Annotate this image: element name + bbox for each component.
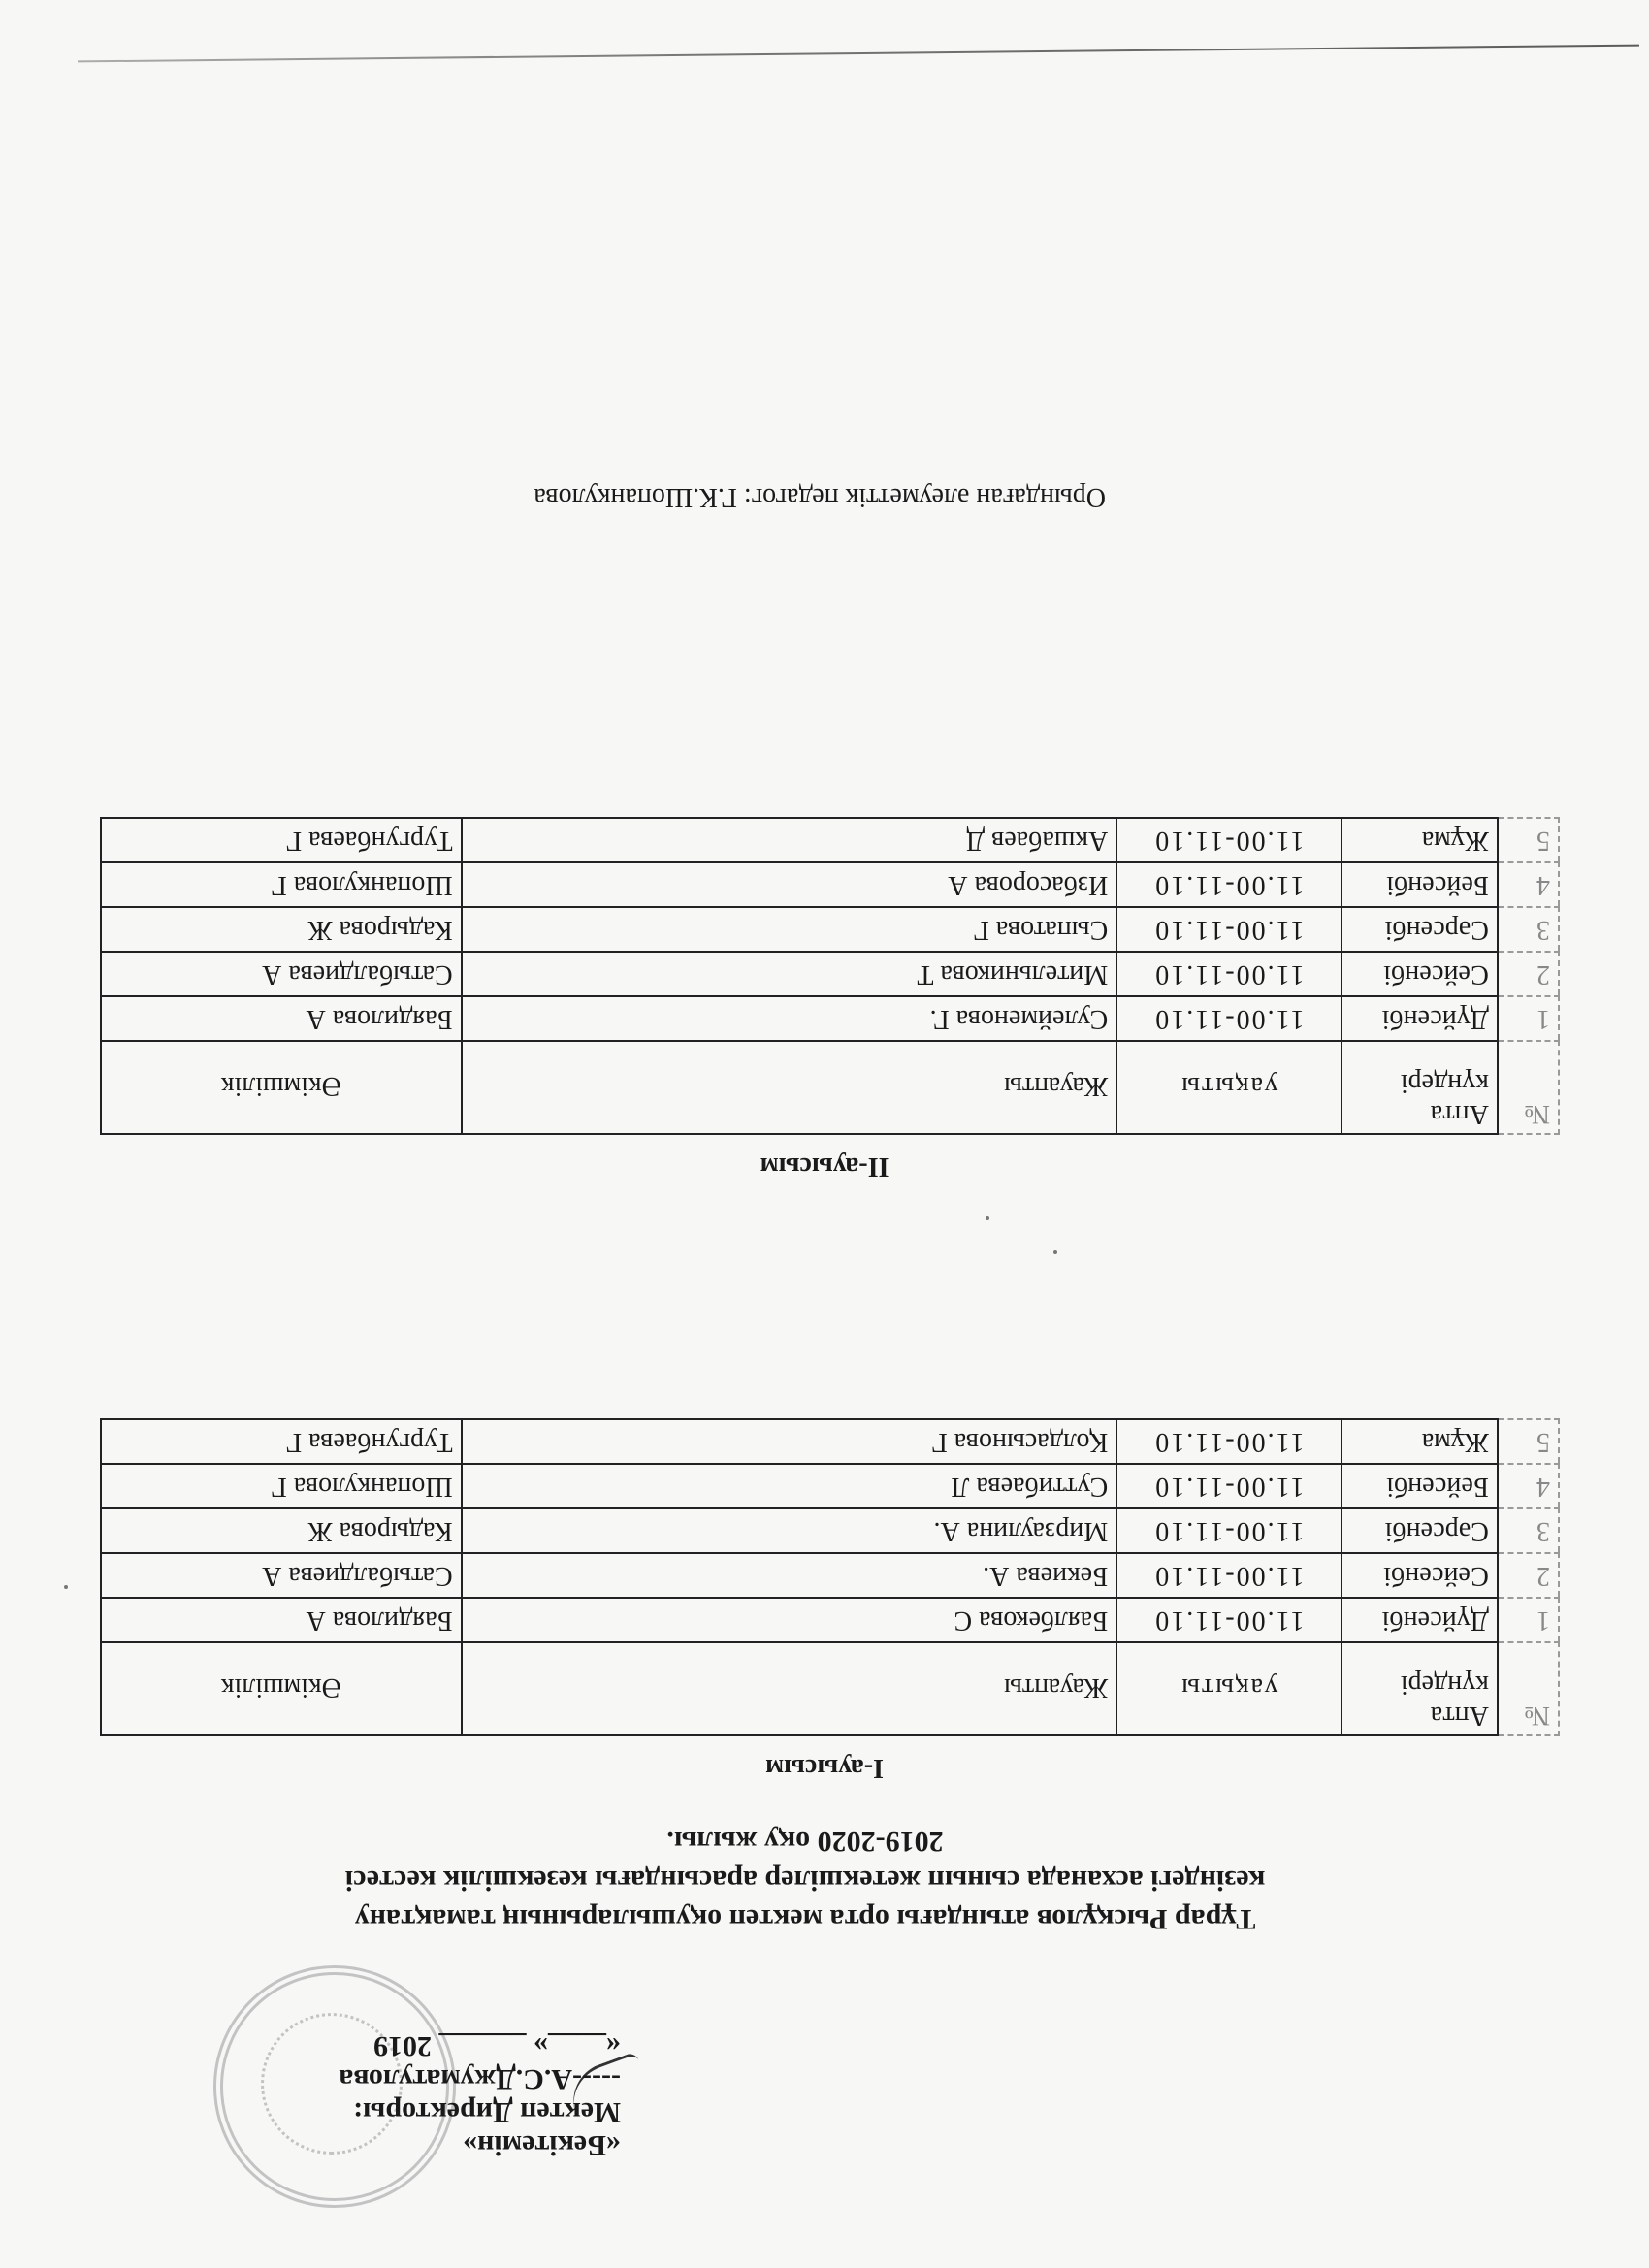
col-header-day: Апта күндері <box>1342 1642 1498 1735</box>
table-row <box>101 1598 1559 1642</box>
approval-heading: «Бекітемін» <box>463 2129 621 2161</box>
col-header-no: № <box>1498 1041 1559 1134</box>
cell-no: 1 <box>1498 996 1559 1041</box>
cell-time: 11.00-11.10 <box>1116 1553 1341 1598</box>
scan-edge-line <box>78 45 1639 63</box>
cell-day: Дүйсенбі <box>1342 1598 1498 1642</box>
scan-speck <box>64 1585 68 1589</box>
cell-day: Жұма <box>1342 1419 1498 1464</box>
cell-admin: Сатыбалдиева А <box>101 1553 462 1598</box>
cell-day: Сейсенбі <box>1342 952 1498 996</box>
cell-responsible: Сулейменова Г. <box>462 996 1117 1041</box>
cell-day: Дүйсенбі <box>1342 996 1498 1041</box>
cell-time: 11.00-11.10 <box>1116 1598 1341 1642</box>
cell-admin: Сатыбалдиева А <box>101 952 462 996</box>
cell-responsible: Бекиева А. <box>462 1553 1117 1598</box>
cell-no: 2 <box>1498 952 1559 996</box>
table-row <box>101 1508 1559 1553</box>
col-header-day: Апта күндері <box>1342 1041 1498 1134</box>
col-header-responsible: Жауапты <box>462 1041 1117 1134</box>
col-header-admin: Әкімшілік <box>101 1041 462 1134</box>
cell-responsible: Мительникова Т <box>462 952 1117 996</box>
cell-time: 11.00-11.10 <box>1116 907 1341 952</box>
title-line-3: 2019-2020 оқу жылы. <box>666 1826 944 1858</box>
table-row <box>101 907 1559 952</box>
cell-no: 4 <box>1498 862 1559 907</box>
cell-admin: Тургунбаева Г <box>101 818 462 862</box>
cell-admin: Кадырова Ж <box>101 1508 462 1553</box>
table-row <box>101 1464 1559 1508</box>
cell-admin: Кадырова Ж <box>101 907 462 952</box>
cell-admin: Баядилова А <box>101 1598 462 1642</box>
table-header-row <box>101 1041 1559 1134</box>
shift-1-label: I-ауысым <box>764 1753 885 1783</box>
approval-date: «____» ______ 2019 <box>373 2030 621 2062</box>
col-header-no: № <box>1498 1642 1559 1735</box>
approval-block <box>116 2029 621 2161</box>
cell-day: Жұма <box>1342 818 1498 862</box>
approval-director-name: -----А.С.Джуматулова <box>339 2063 621 2095</box>
title-line-1: Тұрар Рысқұлов атындағы орта мектеп оқушыларының тамақтану <box>354 1903 1256 1935</box>
cell-no: 4 <box>1498 1464 1559 1508</box>
cell-day: Бейсенбі <box>1342 862 1498 907</box>
table-row <box>101 818 1559 862</box>
shift-1-table <box>100 1418 1560 1736</box>
cell-admin: Тургунбаева Г <box>101 1419 462 1464</box>
document-title <box>184 1822 1426 1938</box>
cell-time: 11.00-11.10 <box>1116 1508 1341 1553</box>
shift-2-table <box>100 817 1560 1135</box>
cell-responsible: Қолдасынова Г <box>462 1419 1117 1464</box>
cell-time: 11.00-11.10 <box>1116 1464 1341 1508</box>
cell-time: 11.00-11.10 <box>1116 996 1341 1041</box>
table-row <box>101 996 1559 1041</box>
cell-no: 3 <box>1498 1508 1559 1553</box>
cell-day: Сәрсенбі <box>1342 907 1498 952</box>
cell-admin: Баядилова А <box>101 996 462 1041</box>
footer-prepared-by: Орындаған әлеуметтік педагог: Г.К.Шопанкулова <box>534 482 1106 512</box>
cell-time: 11.00-11.10 <box>1116 818 1341 862</box>
cell-responsible: Суттибаева Л <box>462 1464 1117 1508</box>
cell-time: 11.00-11.10 <box>1116 1419 1341 1464</box>
shift-2-label: II-ауысым <box>760 1151 889 1182</box>
cell-responsible: Избасорова А <box>462 862 1117 907</box>
title-line-2: кезіндегі асханада сынып жетекшілер арасындағы кезекшілік кестесі <box>344 1864 1266 1896</box>
cell-time: 11.00-11.10 <box>1116 952 1341 996</box>
table-row <box>101 952 1559 996</box>
cell-no: 5 <box>1498 818 1559 862</box>
cell-day: Сәрсенбі <box>1342 1508 1498 1553</box>
cell-responsible: Сыпатова Г <box>462 907 1117 952</box>
scan-speck <box>986 1216 989 1220</box>
cell-no: 5 <box>1498 1419 1559 1464</box>
col-header-time: уақыты <box>1116 1041 1341 1134</box>
cell-no: 1 <box>1498 1598 1559 1642</box>
cell-day: Сейсенбі <box>1342 1553 1498 1598</box>
col-header-admin: Әкімшілік <box>101 1642 462 1735</box>
table-header-row <box>101 1642 1559 1735</box>
cell-no: 3 <box>1498 907 1559 952</box>
table-row <box>101 862 1559 907</box>
table-row <box>101 1553 1559 1598</box>
cell-admin: Шопанкулова Г <box>101 862 462 907</box>
cell-responsible: Мирзаулина А. <box>462 1508 1117 1553</box>
cell-responsible: Баялбекова С <box>462 1598 1117 1642</box>
cell-no: 2 <box>1498 1553 1559 1598</box>
approval-position: Мектеп Директоры: <box>352 2096 621 2128</box>
col-header-time: уақыты <box>1116 1642 1341 1735</box>
cell-day: Бейсенбі <box>1342 1464 1498 1508</box>
table-row <box>101 1419 1559 1464</box>
col-header-responsible: Жауапты <box>462 1642 1117 1735</box>
scan-speck <box>1053 1250 1057 1254</box>
cell-time: 11.00-11.10 <box>1116 862 1341 907</box>
cell-responsible: Акшабаев Д <box>462 818 1117 862</box>
cell-admin: Шопанкулова Г <box>101 1464 462 1508</box>
